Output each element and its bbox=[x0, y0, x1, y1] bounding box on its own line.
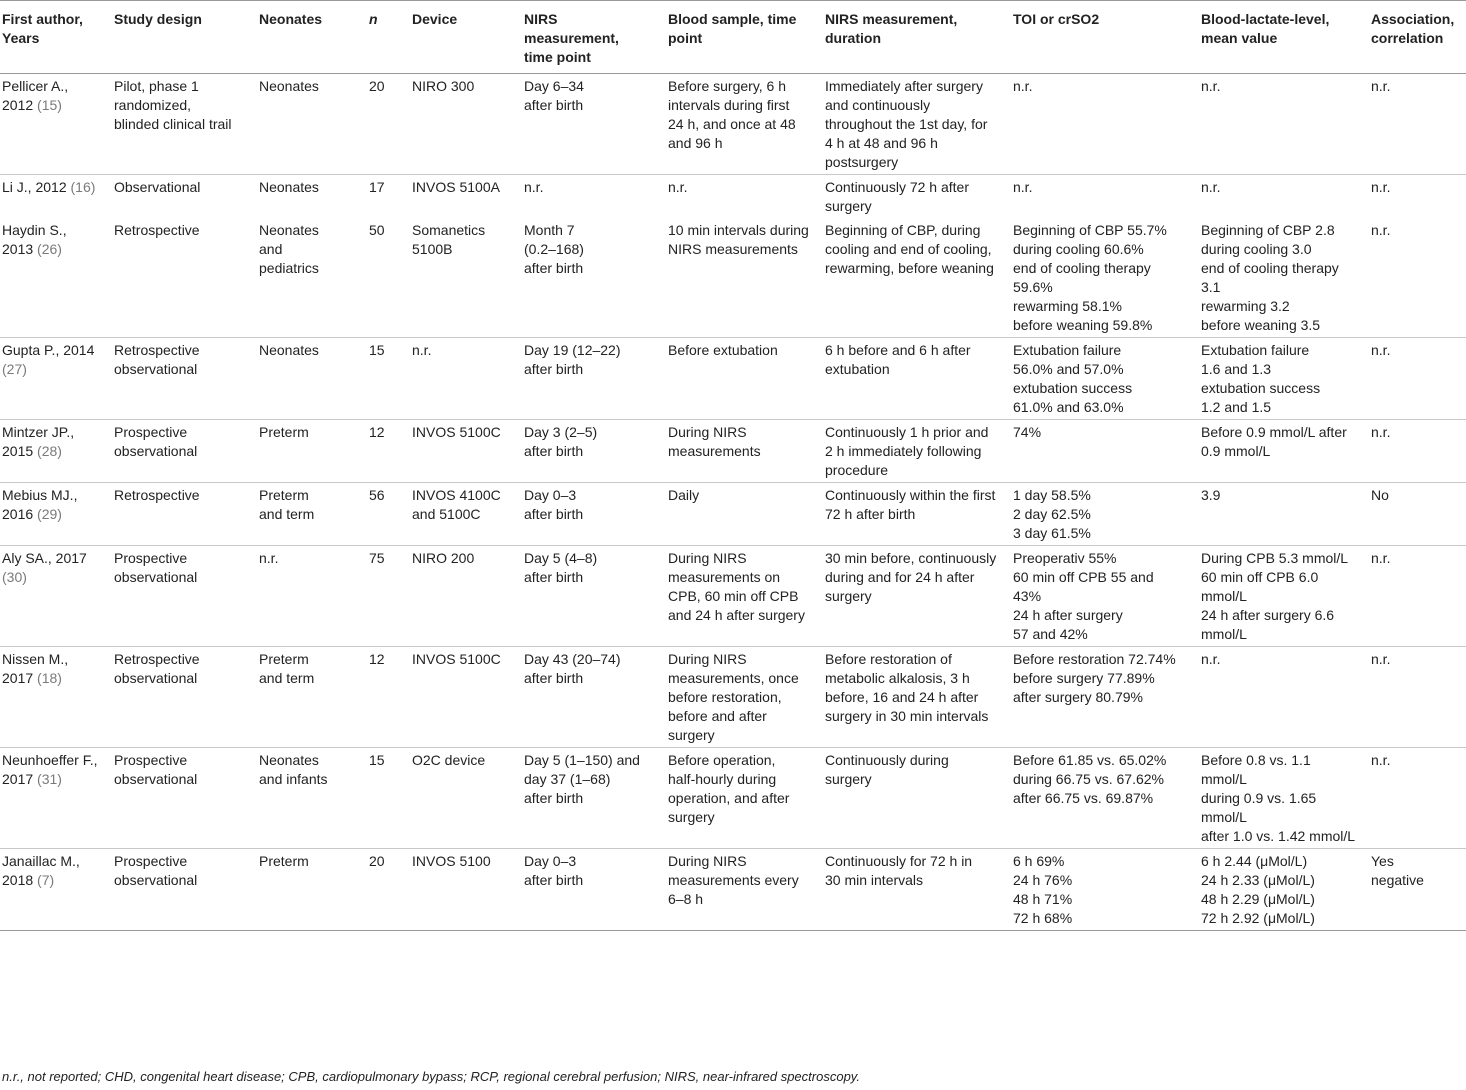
blood-sample-cell: Before surgery, 6 h intervals during first 24 h, and once at 48 and 96 h bbox=[666, 74, 823, 175]
blood-sample-cell: n.r. bbox=[668, 179, 688, 195]
device-cell: INVOS 4100C and 5100C bbox=[410, 483, 522, 546]
neonates-cell: Preterm bbox=[257, 420, 367, 483]
reference-link[interactable]: (27) bbox=[2, 361, 27, 377]
author-cell bbox=[0, 849, 112, 931]
table-row bbox=[0, 483, 1466, 546]
reference-link[interactable]: (31) bbox=[37, 771, 62, 787]
toi-cell: 6 h 69% 24 h 76% 48 h 71% 72 h 68% bbox=[1011, 849, 1199, 931]
toi-cell: Preoperativ 55% 60 min off CPB 55 and 43% 24 h after surgery 57 and 42% bbox=[1011, 546, 1199, 647]
study-design-cell: Prospective observational bbox=[112, 849, 257, 931]
study-design-cell: Prospective observational bbox=[112, 546, 257, 647]
n-cell: 12 bbox=[367, 647, 410, 748]
reference-link[interactable]: (30) bbox=[2, 569, 27, 585]
blood-sample-cell: During NIRS measurements, once before restoration, before and after surgery bbox=[666, 647, 823, 748]
lactate-cell: Beginning of CBP 2.8 during cooling 3.0 end of cooling therapy 3.1 rewarming 3.2 before weaning 3.5 bbox=[1199, 218, 1369, 338]
device-cell: O2C device bbox=[410, 748, 522, 849]
n-cell: 20 bbox=[367, 74, 410, 175]
study-design-cell: Prospective observational bbox=[112, 420, 257, 483]
duration-cell: Immediately after surgery and continuously throughout the 1st day, for 4 h at 48 and 96 h postsurgery bbox=[823, 74, 1011, 175]
time-point-cell: Day 5 (1–150) and day 37 (1–68) after birth bbox=[522, 748, 666, 849]
device-cell: NIRO 300 bbox=[410, 74, 522, 175]
author-text: Janaillac M., 2018 bbox=[2, 853, 80, 888]
header-device: Device bbox=[410, 1, 522, 74]
time-point-cell: Day 19 (12–22) after birth bbox=[522, 338, 666, 420]
toi-cell: Before 61.85 vs. 65.02% during 66.75 vs. 67.62% after 66.75 vs. 69.87% bbox=[1011, 748, 1199, 849]
association-cell: n.r. bbox=[1371, 179, 1391, 195]
reference-link[interactable]: (7) bbox=[37, 872, 55, 888]
author-text: Haydin S., 2013 bbox=[2, 222, 67, 257]
table-header-row bbox=[0, 1, 1466, 74]
header-first-author: First author, Years bbox=[0, 1, 112, 74]
blood-sample-cell: During NIRS measurements every 6–8 h bbox=[666, 849, 823, 931]
neonates-cell: Neonates bbox=[259, 179, 319, 195]
n-cell: 56 bbox=[367, 483, 410, 546]
association-cell: n.r. bbox=[1369, 218, 1466, 338]
toi-cell: Beginning of CBP 55.7% during cooling 60.6% end of cooling therapy 59.6% rewarming 58.1% before weaning 59.8% bbox=[1011, 218, 1199, 338]
time-point-cell: Month 7 (0.2–168) after birth bbox=[522, 218, 666, 338]
device-cell: NIRO 200 bbox=[410, 546, 522, 647]
author-cell bbox=[0, 175, 112, 219]
table-row bbox=[0, 218, 1466, 338]
neonates-cell: Neonates and infants bbox=[257, 748, 367, 849]
author-text: Neunhoeffer F., 2017 bbox=[2, 752, 98, 787]
neonates-cell: Preterm bbox=[257, 849, 367, 931]
author-cell bbox=[0, 74, 112, 175]
study-design-cell: Retrospective observational bbox=[112, 338, 257, 420]
association-cell: n.r. bbox=[1369, 546, 1466, 647]
lactate-cell: n.r. bbox=[1199, 74, 1369, 175]
header-nirs-time-point: NIRS measurement, time point bbox=[522, 1, 666, 74]
header-toi: TOI or crSO2 bbox=[1011, 1, 1199, 74]
header-neonates: Neonates bbox=[257, 1, 367, 74]
association-cell: n.r. bbox=[1369, 74, 1466, 175]
header-n: n bbox=[367, 1, 410, 74]
header-blood-lactate: Blood-lactate-level, mean value bbox=[1199, 1, 1369, 74]
neonates-cell: Preterm and term bbox=[257, 647, 367, 748]
device-cell: INVOS 5100 bbox=[410, 849, 522, 931]
neonates-cell: Neonates bbox=[257, 338, 367, 420]
blood-sample-cell: Before extubation bbox=[666, 338, 823, 420]
blood-sample-cell: During NIRS measurements bbox=[666, 420, 823, 483]
duration-cell: Beginning of CBP, during cooling and end of cooling, rewarming, before weaning bbox=[823, 218, 1011, 338]
author-text: Mebius MJ., 2016 bbox=[2, 487, 78, 522]
author-text: Li J., 2012 bbox=[2, 179, 71, 195]
toi-cell: n.r. bbox=[1011, 74, 1199, 175]
lactate-cell: n.r. bbox=[1201, 179, 1221, 195]
time-point-cell: Day 0–3 after birth bbox=[522, 849, 666, 931]
association-cell: n.r. bbox=[1369, 748, 1466, 849]
header-study-design: Study design bbox=[112, 1, 257, 74]
table-row bbox=[0, 647, 1466, 748]
author-cell bbox=[0, 338, 112, 420]
author-cell bbox=[0, 483, 112, 546]
reference-link[interactable]: (26) bbox=[37, 241, 62, 257]
duration-cell: 6 h before and 6 h after extubation bbox=[823, 338, 1011, 420]
header-nirs-duration: NIRS measurement, duration bbox=[823, 1, 1011, 74]
n-cell: 17 bbox=[369, 179, 385, 195]
reference-link[interactable]: (28) bbox=[37, 443, 62, 459]
header-blood-sample: Blood sample, time point bbox=[666, 1, 823, 74]
study-design-cell: Retrospective bbox=[112, 218, 257, 338]
lactate-cell: 6 h 2.44 (μMol/L) 24 h 2.33 (μMol/L) 48 h 2.29 (μMol/L) 72 h 2.92 (μMol/L) bbox=[1199, 849, 1369, 931]
neonates-cell: Preterm and term bbox=[257, 483, 367, 546]
blood-sample-cell: Before operation, half-hourly during operation, and after surgery bbox=[666, 748, 823, 849]
n-cell: 12 bbox=[367, 420, 410, 483]
study-design-cell: Prospective observational bbox=[112, 748, 257, 849]
neonates-cell: Neonates and pediatrics bbox=[257, 218, 367, 338]
table-row bbox=[0, 546, 1466, 647]
toi-cell: Before restoration 72.74% before surgery 77.89% after surgery 80.79% bbox=[1011, 647, 1199, 748]
study-design-cell: Retrospective observational bbox=[112, 647, 257, 748]
table-body bbox=[0, 74, 1466, 931]
device-cell: INVOS 5100C bbox=[410, 420, 522, 483]
table-row bbox=[0, 175, 1466, 219]
neonates-cell: Neonates bbox=[257, 74, 367, 175]
table-row bbox=[0, 74, 1466, 175]
blood-sample-cell: During NIRS measurements on CPB, 60 min off CPB and 24 h after surgery bbox=[666, 546, 823, 647]
blood-sample-cell: Daily bbox=[666, 483, 823, 546]
toi-cell: 1 day 58.5% 2 day 62.5% 3 day 61.5% bbox=[1011, 483, 1199, 546]
toi-cell: n.r. bbox=[1013, 179, 1033, 195]
lactate-cell: During CPB 5.3 mmol/L 60 min off CPB 6.0 mmol/L 24 h after surgery 6.6 mmol/L bbox=[1199, 546, 1369, 647]
author-cell bbox=[0, 546, 112, 647]
association-cell: Yes negative bbox=[1369, 849, 1466, 931]
lactate-cell: 3.9 bbox=[1199, 483, 1369, 546]
lactate-cell: Extubation failure 1.6 and 1.3 extubation success 1.2 and 1.5 bbox=[1199, 338, 1369, 420]
author-cell bbox=[0, 647, 112, 748]
duration-cell: Before restoration of metabolic alkalosis, 3 h before, 16 and 24 h after surgery in 30 min intervals bbox=[823, 647, 1011, 748]
n-cell: 75 bbox=[367, 546, 410, 647]
duration-cell: Continuously 72 h after surgery bbox=[825, 179, 969, 214]
author-text: Pellicer A., 2012 bbox=[2, 78, 69, 113]
author-cell bbox=[0, 218, 112, 338]
device-cell: n.r. bbox=[410, 338, 522, 420]
lactate-cell: n.r. bbox=[1199, 647, 1369, 748]
author-text: Mintzer JP., 2015 bbox=[2, 424, 75, 459]
lactate-cell: Before 0.8 vs. 1.1 mmol/L during 0.9 vs. 1.65 mmol/L after 1.0 vs. 1.42 mmol/L bbox=[1199, 748, 1369, 849]
n-cell: 15 bbox=[367, 748, 410, 849]
duration-cell: Continuously during surgery bbox=[823, 748, 1011, 849]
device-cell: Somanetics 5100B bbox=[410, 218, 522, 338]
toi-cell: 74% bbox=[1011, 420, 1199, 483]
time-point-cell: Day 5 (4–8) after birth bbox=[522, 546, 666, 647]
duration-cell: Continuously for 72 h in 30 min intervals bbox=[823, 849, 1011, 931]
reference-link[interactable]: (29) bbox=[37, 506, 62, 522]
table-row bbox=[0, 338, 1466, 420]
association-cell: No bbox=[1369, 483, 1466, 546]
association-cell: n.r. bbox=[1369, 338, 1466, 420]
n-cell: 20 bbox=[367, 849, 410, 931]
duration-cell: Continuously 1 h prior and 2 h immediately following procedure bbox=[823, 420, 1011, 483]
blood-sample-cell: 10 min intervals during NIRS measurements bbox=[666, 218, 823, 338]
study-design-cell: Observational bbox=[114, 179, 201, 195]
device-cell: INVOS 5100A bbox=[412, 179, 500, 195]
study-design-cell: Retrospective bbox=[112, 483, 257, 546]
association-cell: n.r. bbox=[1369, 420, 1466, 483]
table-row bbox=[0, 849, 1466, 931]
duration-cell: 30 min before, continuously during and for 24 h after surgery bbox=[823, 546, 1011, 647]
table-footnote: n.r., not reported; CHD, congenital heart disease; CPB, cardiopulmonary bypass; RCP, regional cerebral perfusion; NIRS, near-infrared spectroscopy. bbox=[2, 1069, 860, 1084]
toi-cell: Extubation failure 56.0% and 57.0% extubation success 61.0% and 63.0% bbox=[1011, 338, 1199, 420]
time-point-cell: Day 0–3 after birth bbox=[522, 483, 666, 546]
reference-link[interactable]: (18) bbox=[37, 670, 62, 686]
n-cell: 15 bbox=[367, 338, 410, 420]
reference-link[interactable]: (15) bbox=[37, 97, 62, 113]
author-cell bbox=[0, 748, 112, 849]
reference-link[interactable]: (16) bbox=[70, 179, 96, 195]
time-point-cell: n.r. bbox=[524, 179, 544, 195]
author-cell bbox=[0, 420, 112, 483]
device-cell: INVOS 5100C bbox=[410, 647, 522, 748]
author-text: Aly SA., 2017 bbox=[2, 550, 87, 566]
table-row bbox=[0, 420, 1466, 483]
neonates-cell: n.r. bbox=[257, 546, 367, 647]
study-design-cell: Pilot, phase 1 randomized, blinded clinical trail bbox=[112, 74, 257, 175]
association-cell: n.r. bbox=[1369, 647, 1466, 748]
time-point-cell: Day 43 (20–74) after birth bbox=[522, 647, 666, 748]
duration-cell: Continuously within the first 72 h after birth bbox=[823, 483, 1011, 546]
table-row bbox=[0, 748, 1466, 849]
time-point-cell: Day 3 (2–5) after birth bbox=[522, 420, 666, 483]
header-association: Association, correlation bbox=[1369, 1, 1466, 74]
author-text: Nissen M., 2017 bbox=[2, 651, 69, 686]
time-point-cell: Day 6–34 after birth bbox=[522, 74, 666, 175]
n-cell: 50 bbox=[367, 218, 410, 338]
lactate-cell: Before 0.9 mmol/L after 0.9 mmol/L bbox=[1199, 420, 1369, 483]
author-text: Gupta P., 2014 bbox=[2, 342, 95, 358]
